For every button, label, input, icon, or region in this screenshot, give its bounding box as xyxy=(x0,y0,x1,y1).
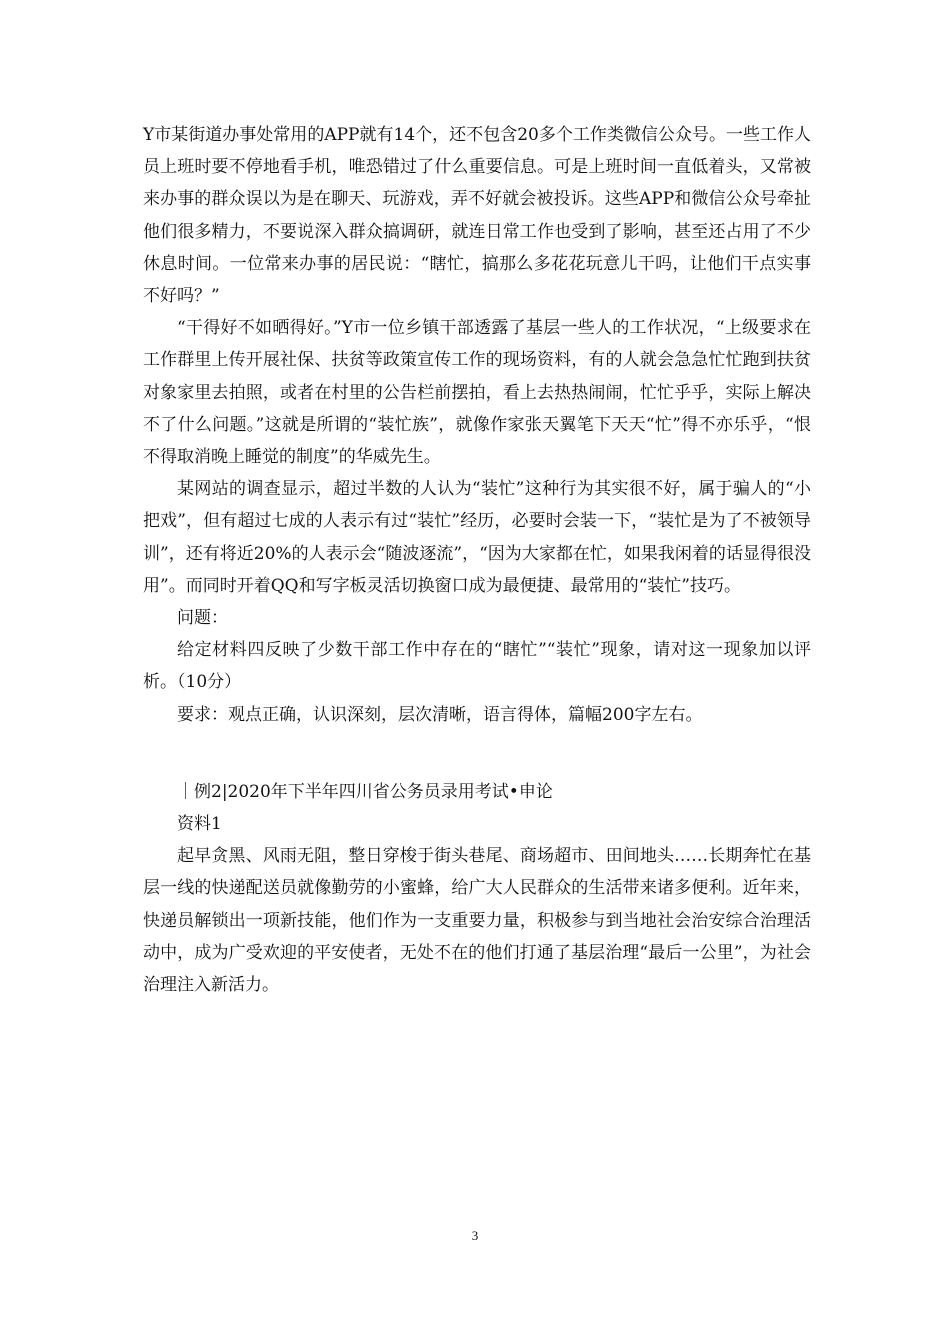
paragraph: 起早贪黑、风雨无阻，整日穿梭于街头巷尾、商场超市、田间地头……长期奔忙在基层一线的快递配送员就像勤劳的小蜜蜂，给广大人民群众的生活带来诸多便利。近年来，快递员解锁出一项新技能，他们作为一支重要力量，积极参与到当地社会治安综合治理活动中，成为广受欢迎的平安使者，无处不在的他们打通了基层治理“最后一公里”，为社会治理注入新活力。 xyxy=(143,846,811,996)
question-text: 给定材料四反映了少数干部工作中存在的“瞎忙”“装忙”现象，请对这一现象加以评析。（10分） xyxy=(143,640,811,693)
paragraph: Y市某街道办事处常用的APP就有14个，还不包含20多个工作类微信公众号。一些工作人员上班时要不停地看手机，唯恐错过了什么重要信息。可是上班时间一直低着头，又常被来办事的群众误以为是在聊天、玩游戏，弄不好就会被投诉。这些APP和微信公众号牵扯他们很多精力，不要说深入群众搞调研，就连日常工作也受到了影响，甚至还占用了不少休息时间。一位常来办事的居民说：“瞎忙，搞那么多花花玩意儿干吗，让他们干点实事不好吗？” xyxy=(143,125,811,307)
question-label: 问题： xyxy=(177,608,228,629)
requirement-text: 要求：观点正确，认识深刻，层次清晰，语言得体，篇幅200字左右。 xyxy=(177,704,703,725)
paragraph: “干得好不如晒得好。”Y市一位乡镇干部透露了基层一些人的工作状况，“上级要求在工作群里上传开展社保、扶贫等政策宣传工作的现场资料，有的人就会急急忙忙跑到扶贫对象家里去拍照，或者在村里的公告栏前摆拍，看上去热热闹闹，忙忙乎乎，实际上解决不了什么问题。”这就是所谓的“装忙族”，就像作家张天翼笔下天天“忙”得不亦乐乎，“恨不得取消晚上睡觉的制度”的华威先生。 xyxy=(143,318,811,468)
page-number: 3 xyxy=(471,1228,479,1243)
material-label: 资料1 xyxy=(177,814,222,835)
section-gap xyxy=(143,731,811,776)
example-heading: ｜例2|2020年下半年四川省公务员录用考试•申论 xyxy=(177,781,553,802)
page-content xyxy=(143,119,811,1001)
paragraph: 某网站的调查显示，超过半数的人认为“装忙”这种行为其实很不好，属于骗人的“小把戏”，但有超过七成的人表示有过“装忙”经历，必要时会装一下，“装忙是为了不被领导训”，还有将近20%的人表示会“随波逐流”，“因为大家都在忙，如果我闲着的话显得很没用”。而同时开着QQ和写字板灵活切换窗口成为最便捷、最常用的“装忙”技巧。 xyxy=(143,479,811,596)
